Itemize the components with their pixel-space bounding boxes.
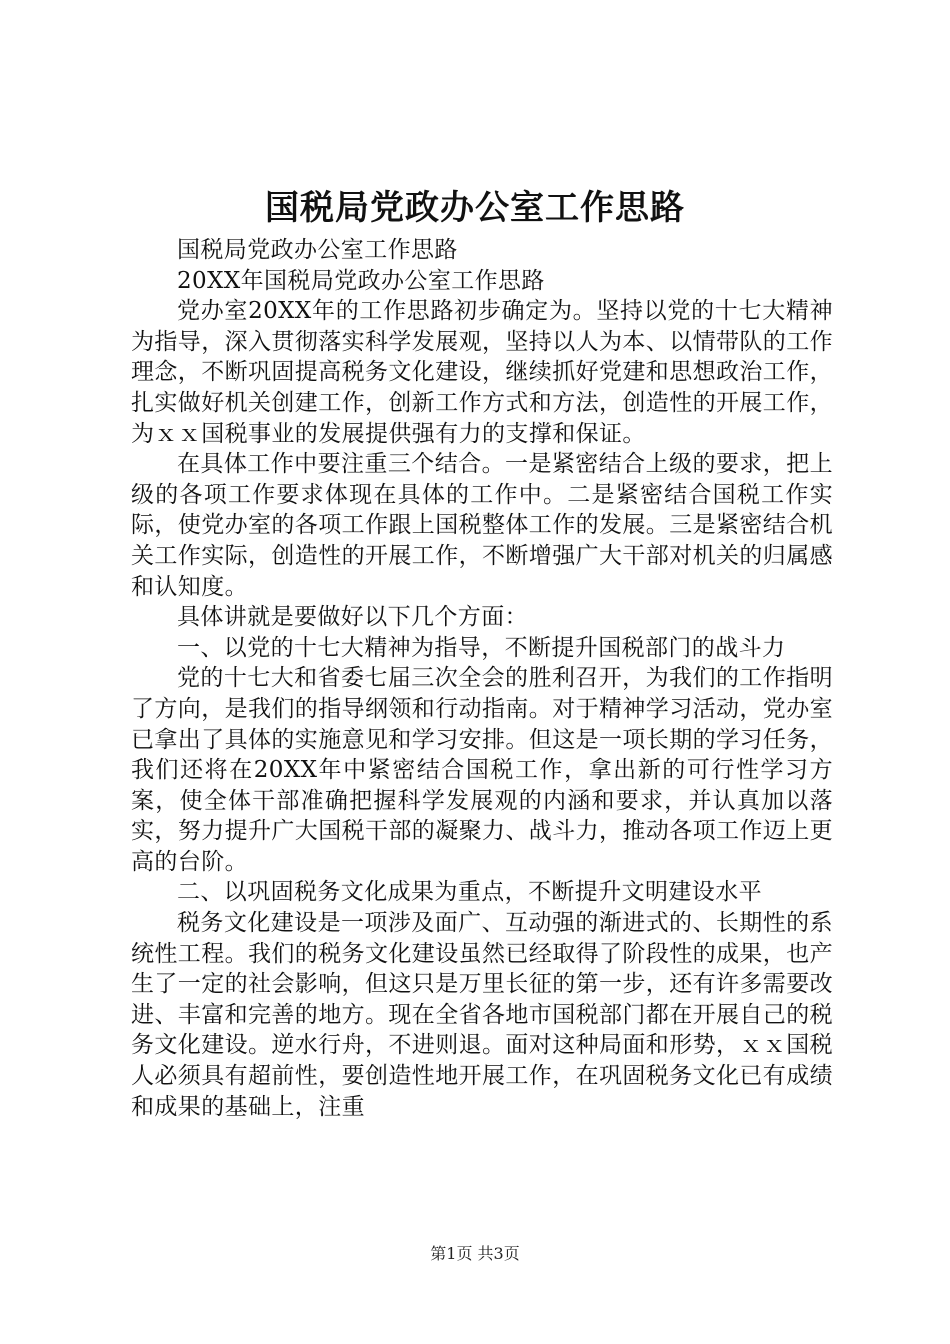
paragraph-aspects-intro: 具体讲就是要做好以下几个方面： (177, 604, 528, 631)
section-heading-1: 一、以党的十七大精神为指导，不断提升国税部门的战斗力 (177, 634, 786, 661)
paragraph-subtitle: 国税局党政办公室工作思路 (177, 237, 458, 263)
document-title: 国税局党政办公室工作思路 (265, 188, 685, 228)
paragraph-year-title: 20XX年国税局党政办公室工作思路 (177, 267, 545, 294)
paragraph-overview: 党办室20XX年的工作思路初步确定为。坚持以党的十七大精神为指导，深入贯彻落实科学发展观，坚持以人为本、以情带队的工作理念，不断巩固提高税务文化建设，继续抓好党建和思想政治工作，扎实做好机关创建工作，创新工作方式和方法，创造性的开展工作，为ｘｘ国税事业的发展提供强有力的支撑和保证。 (131, 298, 833, 447)
paragraph-section-1: 党的十七大和省委七届三次全会的胜利召开，为我们的工作指明了方向，是我们的指导纲领和行动指南。对于精神学习活动，党办室已拿出了具体的实施意见和学习安排。但这是一项长期的学习任务，我们还将在20XX年中紧密结合国税工作，拿出新的可行性学习方案，使全体干部准确把握科学发展观的内涵和要求，并认真加以落实，努力提升广大国税干部的凝聚力、战斗力，推动各项工作迈上更高的台阶。 (131, 665, 833, 875)
page-footer: 第1页 共3页 (430, 1244, 520, 1263)
section-heading-2: 二、以巩固税务文化成果为重点，不断提升文明建设水平 (177, 879, 762, 906)
paragraph-section-2: 税务文化建设是一项涉及面广、互动强的渐进式的、长期性的系统性工程。我们的税务文化建设虽然已经取得了阶段性的成果，也产生了一定的社会影响，但这只是万里长征的第一步，还有许多需要改进、丰富和完善的地方。现在全省各地市国税部门都在开展自己的税务文化建设。逆水行舟，不进则退。面对这种局面和形势，ｘｘ国税人必须具有超前性，要创造性地开展工作，在巩固税务文化已有成绩和成果的基础上，注重 (131, 910, 833, 1120)
paragraph-three-combinations: 在具体工作中要注重三个结合。一是紧密结合上级的要求，把上级的各项工作要求体现在具体的工作中。二是紧密结合国税工作实际，使党办室的各项工作跟上国税整体工作的发展。三是紧密结合机关工作实际，创造性的开展工作，不断增强广大干部对机关的归属感和认知度。 (131, 451, 833, 600)
document-body (131, 235, 833, 1122)
